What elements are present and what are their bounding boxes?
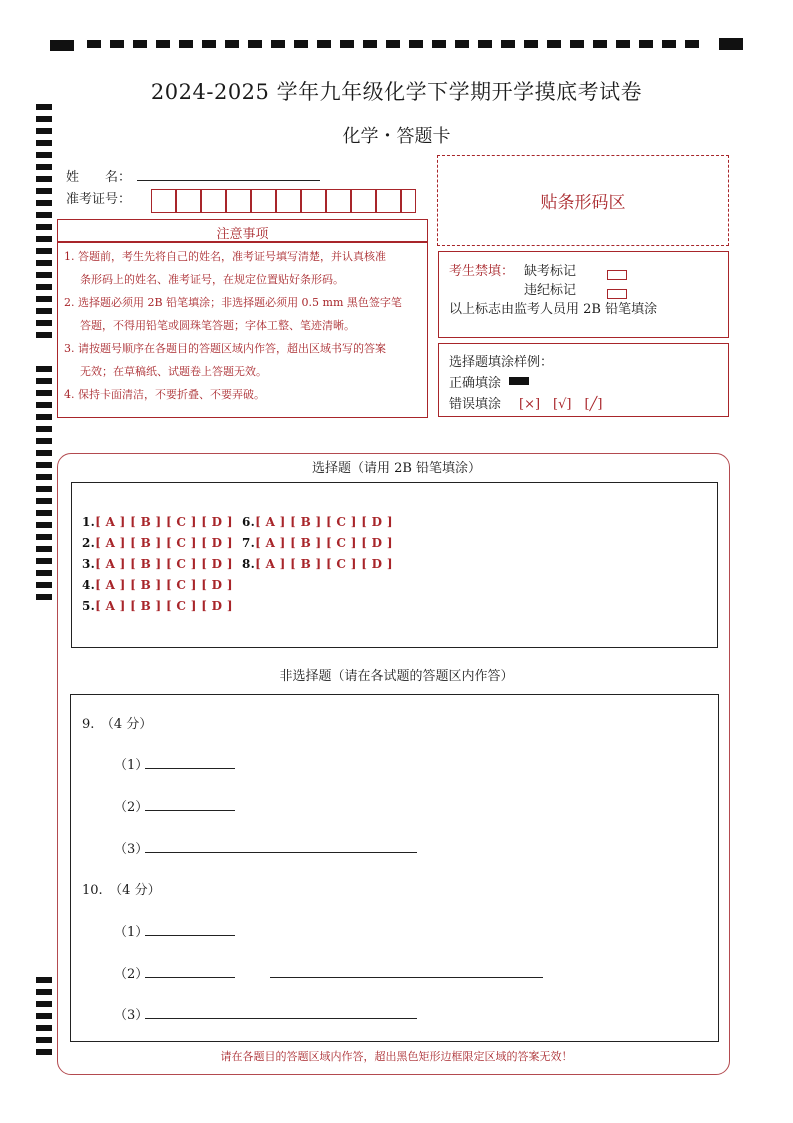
- mc-question-3[interactable]: 3.[ A ] [ B ] [ C ] [ D ]: [82, 557, 233, 571]
- mc-question-5[interactable]: 5.[ A ] [ B ] [ C ] [ D ]: [82, 599, 233, 613]
- q10-sub1-answer-line[interactable]: [145, 935, 235, 936]
- notice-heading: 注意事项: [216, 227, 269, 242]
- q9-sub3-label: （3）: [114, 842, 149, 857]
- fill-example-label: 选择题填涂样例：: [449, 355, 554, 370]
- question-9-label: 9. （4 分）: [82, 717, 153, 732]
- q10-sub2-answer-line-b[interactable]: [270, 977, 543, 978]
- notice-line-6: 无效；在草稿纸、试题卷上答题无效。: [80, 365, 267, 378]
- q9-sub2-answer-line[interactable]: [145, 810, 235, 811]
- non-mc-answer-box: [70, 694, 719, 1042]
- proctor-box: [438, 251, 729, 338]
- barcode-label: 贴条形码区: [540, 193, 626, 213]
- proctor-label: 考生禁填：: [449, 264, 515, 279]
- mc-question-2[interactable]: 2.[ A ] [ B ] [ C ] [ D ]: [82, 536, 233, 550]
- notice-line-7: 4. 保持卡面清洁，不要折叠、不要弄破。: [64, 388, 265, 401]
- absent-mark-label: 缺考标记: [524, 264, 577, 279]
- page-title: 2024-2025 学年九年级化学下学期开学摸底考试卷: [150, 80, 643, 104]
- mc-question-7[interactable]: 7.[ A ] [ B ] [ C ] [ D ]: [242, 536, 393, 550]
- notice-line-2: 条形码上的姓名、准考证号，在规定位置贴好条形码。: [80, 273, 344, 286]
- mc-section-header: 选择题（请用 2B 铅笔填涂）: [311, 461, 482, 476]
- q9-sub1-label: （1）: [114, 758, 149, 773]
- correct-fill-label: 正确填涂: [449, 376, 502, 391]
- notice-line-5: 3. 请按题号顺序在各题目的答题区域内作答，超出区域书写的答案: [64, 342, 386, 355]
- mc-question-4[interactable]: 4.[ A ] [ B ] [ C ] [ D ]: [82, 578, 233, 592]
- q10-sub2-label: （2）: [114, 967, 149, 982]
- non-mc-section-header: 非选择题（请在各试题的答题区内作答）: [279, 669, 514, 684]
- barcode-area: [437, 155, 729, 246]
- q10-sub3-answer-line[interactable]: [145, 1018, 417, 1019]
- page-subtitle: 化学・答题卡: [342, 126, 451, 147]
- exam-id-label: 准考证号：: [66, 192, 132, 207]
- q10-sub1-label: （1）: [114, 925, 149, 940]
- q9-sub1-answer-line[interactable]: [145, 768, 235, 769]
- wrong-fill-samples: [×] [√] [╱]: [519, 397, 603, 412]
- notice-box: [57, 242, 428, 418]
- absent-mark-box[interactable]: [607, 264, 627, 283]
- wrong-fill-label: 错误填涂: [449, 397, 502, 412]
- name-input-line[interactable]: [137, 180, 320, 181]
- fill-example-box: [438, 343, 729, 417]
- mc-question-8[interactable]: 8.[ A ] [ B ] [ C ] [ D ]: [242, 557, 393, 571]
- mc-question-1[interactable]: 1.[ A ] [ B ] [ C ] [ D ]: [82, 515, 233, 529]
- proctor-note: 以上标志由监考人员用 2B 铅笔填涂: [449, 302, 658, 317]
- q9-sub2-label: （2）: [114, 800, 149, 815]
- question-10-label: 10. （4 分）: [82, 883, 161, 898]
- name-label: 姓 名：: [66, 170, 132, 185]
- notice-line-4: 答题，不得用铅笔或圆珠笔答题；字体工整、笔迹清晰。: [80, 319, 355, 332]
- violation-mark-label: 违纪标记: [524, 283, 577, 298]
- notice-heading-box: [57, 219, 428, 242]
- footer-warning: 请在各题目的答题区域内作答，超出黑色矩形边框限定区域的答案无效！: [220, 1050, 573, 1063]
- q10-sub2-answer-line-a[interactable]: [145, 977, 235, 978]
- notice-line-3: 2. 选择题必须用 2B 铅笔填涂；非选择题必须用 0.5 mm 黑色签字笔: [64, 296, 402, 309]
- notice-line-1: 1. 答题前，考生先将自己的姓名，准考证号填写清楚，并认真核准: [64, 250, 386, 263]
- q9-sub3-answer-line[interactable]: [145, 852, 417, 853]
- mc-question-6[interactable]: 6.[ A ] [ B ] [ C ] [ D ]: [242, 515, 393, 529]
- correct-fill-sample: [509, 377, 529, 385]
- q10-sub3-label: （3）: [114, 1008, 149, 1023]
